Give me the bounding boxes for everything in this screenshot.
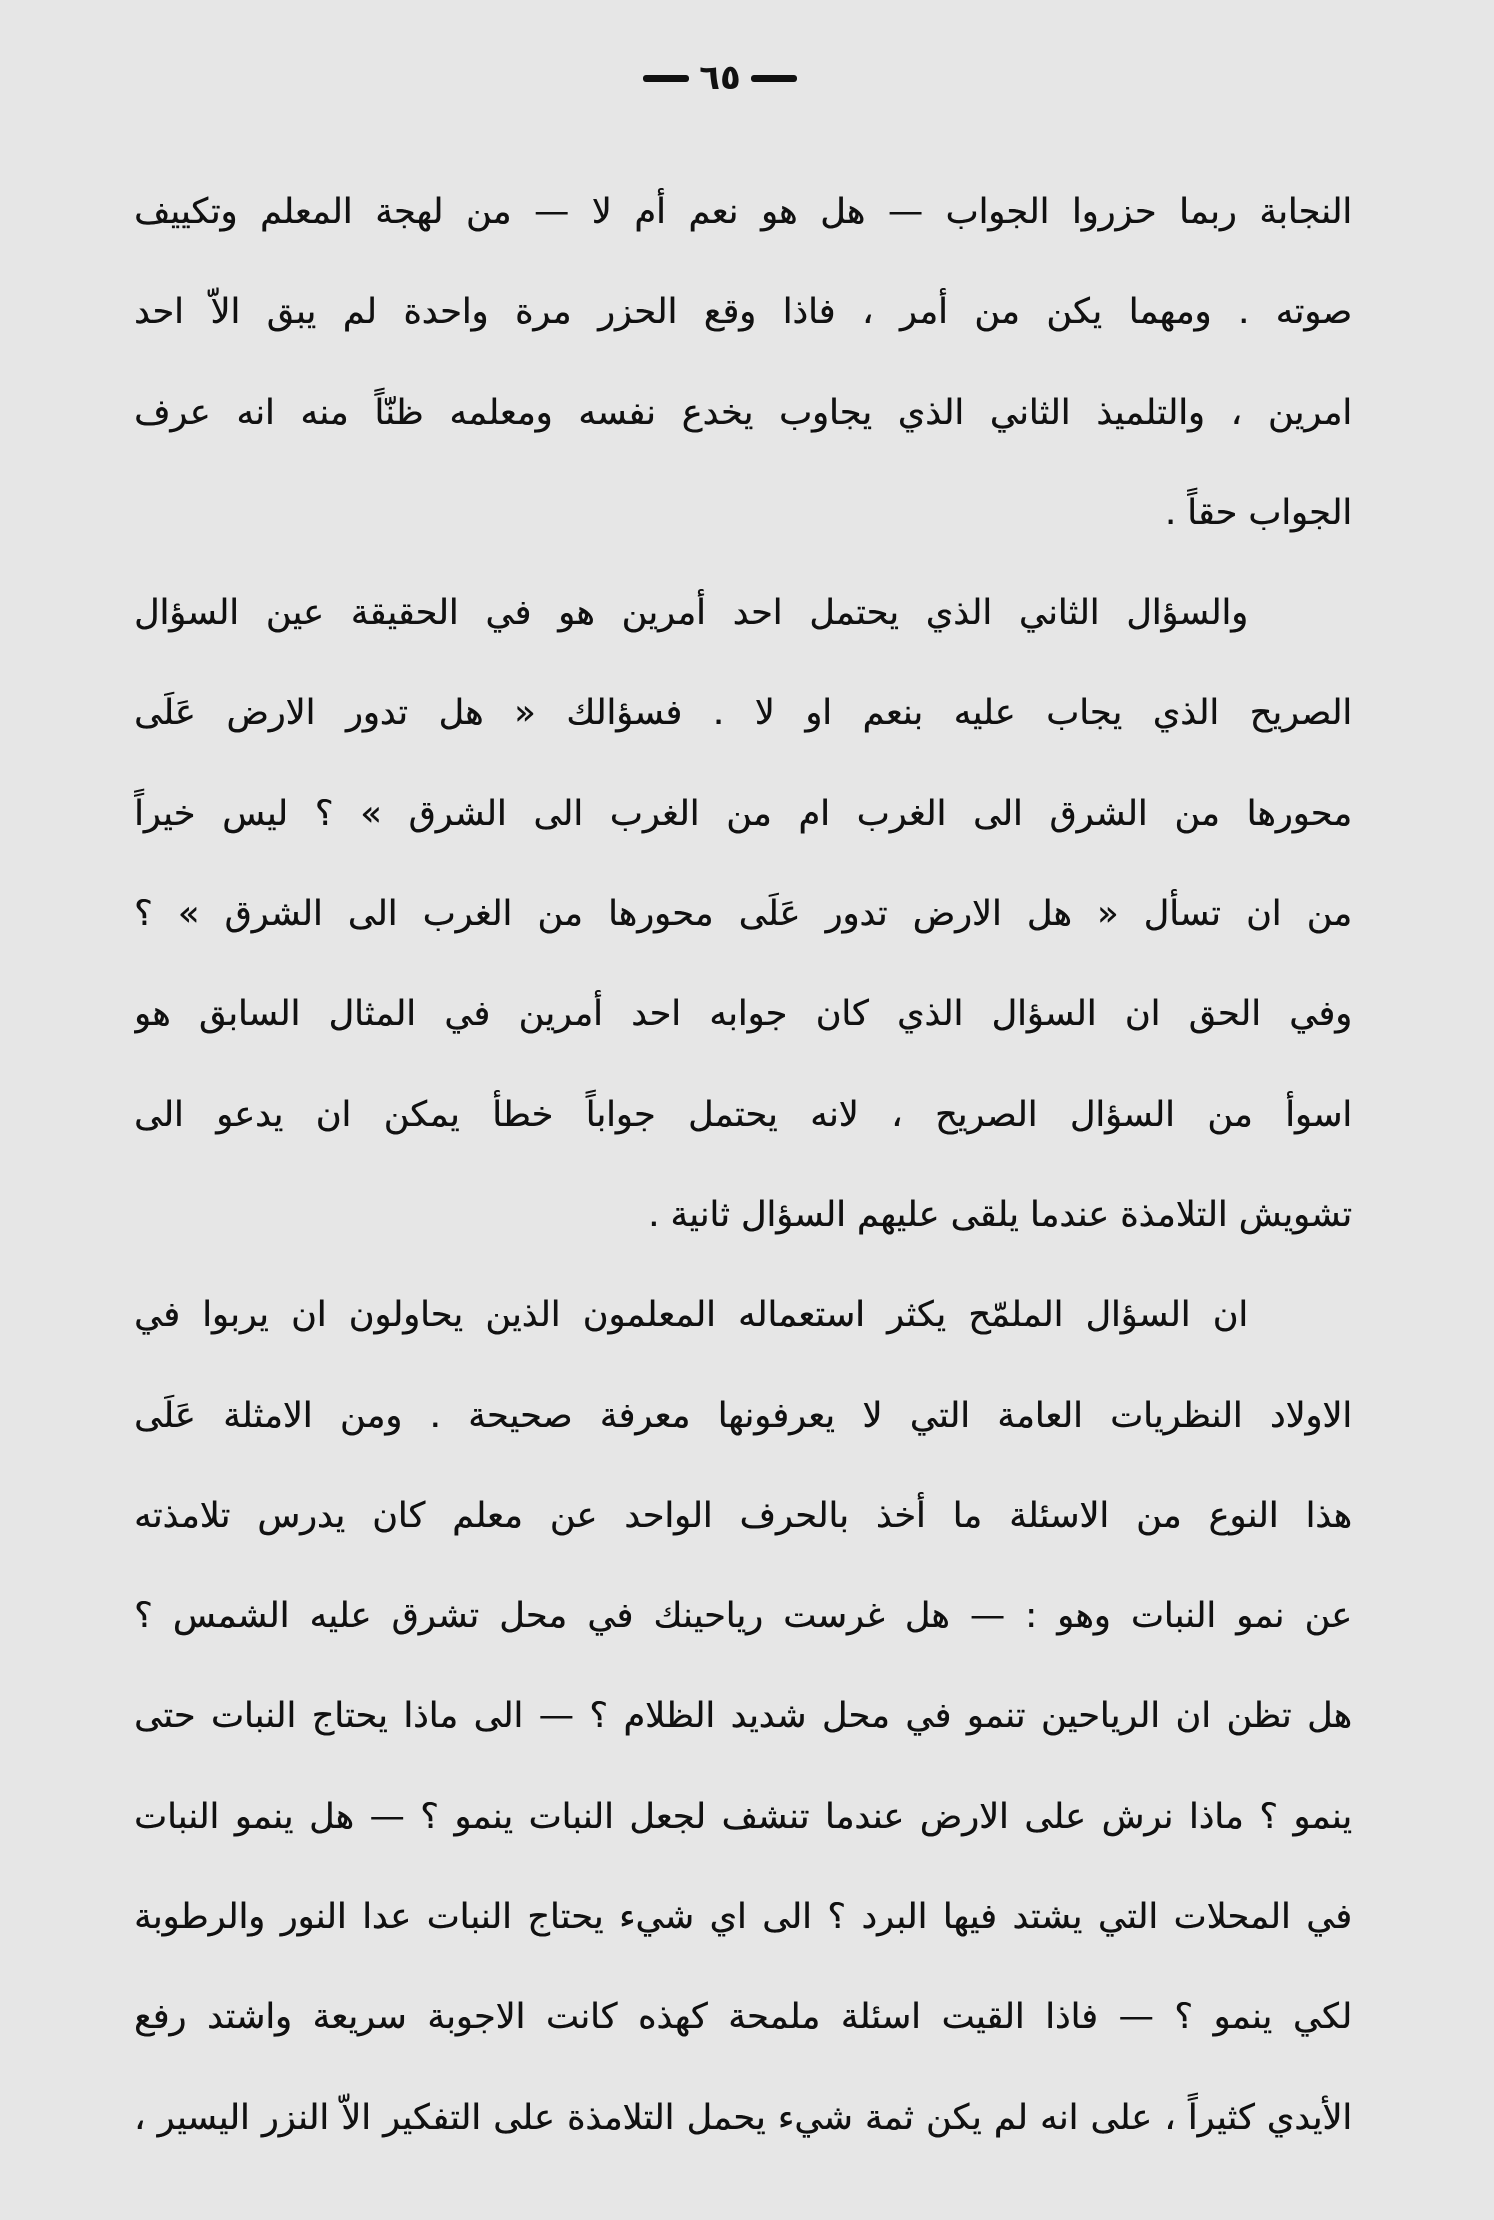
text-line: الجواب حقاً . bbox=[1164, 492, 1352, 533]
text-line: لكي ينمو ؟ — فاذا القيت اسئلة ملمحة كهذه كانت الاجوبة سريعة واشتد رفع bbox=[134, 1997, 1352, 2038]
text-line: تشويش التلامذة عندما يلقى عليهم السؤال ثانية . bbox=[648, 1194, 1352, 1235]
text-line: ينمو ؟ ماذا نرش على الارض عندما تنشف لجعل النبات ينمو ؟ — هل ينمو النبات bbox=[134, 1796, 1352, 1837]
text-line: صوته . ومهما يكن من أمر ، فاذا وقع الحزر مرة واحدة لم يبق الاّ احد bbox=[134, 292, 1352, 333]
text-line: وفي الحق ان السؤال الذي كان جوابه احد أمرين في المثال السابق هو bbox=[134, 994, 1352, 1035]
text-line: والسؤال الثاني الذي يحتمل احد أمرين هو في الحقيقة عين السؤال bbox=[134, 593, 1248, 634]
text-line: عن نمو النبات وهو : — هل غرست رياحينك في محل تشرق عليه الشمس ؟ bbox=[134, 1596, 1352, 1637]
page-number bbox=[630, 56, 810, 100]
text-line: من ان تسأل « هل الارض تدور عَلَى محورها من الغرب الى الشرق » ؟ bbox=[134, 894, 1352, 935]
page-number-dash-right bbox=[751, 75, 797, 82]
text-line: في المحلات التي يشتد فيها البرد ؟ الى اي شيء يحتاج النبات عدا النور والرطوبة bbox=[134, 1897, 1352, 1938]
text-line: هذا النوع من الاسئلة ما أخذ بالحرف الواحد عن معلم كان يدرس تلامذته bbox=[134, 1495, 1352, 1536]
text-line: ان السؤال الملمّح يكثر استعماله المعلمون الذين يحاولون ان يربوا في bbox=[134, 1295, 1248, 1336]
text-line: محورها من الشرق الى الغرب ام من الغرب الى الشرق » ؟ ليس خيراً bbox=[134, 793, 1352, 834]
page-number-text: ٦٥ bbox=[699, 58, 741, 98]
text-line: الصريح الذي يجاب عليه بنعم او لا . فسؤالك « هل تدور الارض عَلَى bbox=[134, 693, 1352, 734]
text-line: اسوأ من السؤال الصريح ، لانه يحتمل جواباً خطأ يمكن ان يدعو الى bbox=[134, 1094, 1352, 1135]
text-line: الاولاد النظريات العامة التي لا يعرفونها معرفة صحيحة . ومن الامثلة عَلَى bbox=[134, 1395, 1352, 1436]
body-text bbox=[134, 162, 1352, 2168]
text-line: امرين ، والتلميذ الثاني الذي يجاوب يخدع نفسه ومعلمه ظنّاً منه انه عرف bbox=[134, 392, 1352, 433]
text-line: النجابة ربما حزروا الجواب — هل هو نعم أم لا — من لهجة المعلم وتكييف bbox=[134, 192, 1352, 232]
text-line: الأيدي كثيراً ، على انه لم يكن ثمة شيء يحمل التلامذة على التفكير الاّ النزر اليسير ، bbox=[134, 2097, 1352, 2138]
text-line: هل تظن ان الرياحين تنمو في محل شديد الظلام ؟ — الى ماذا يحتاج النبات حتى bbox=[134, 1696, 1352, 1737]
page-number-dash-left bbox=[643, 75, 689, 82]
